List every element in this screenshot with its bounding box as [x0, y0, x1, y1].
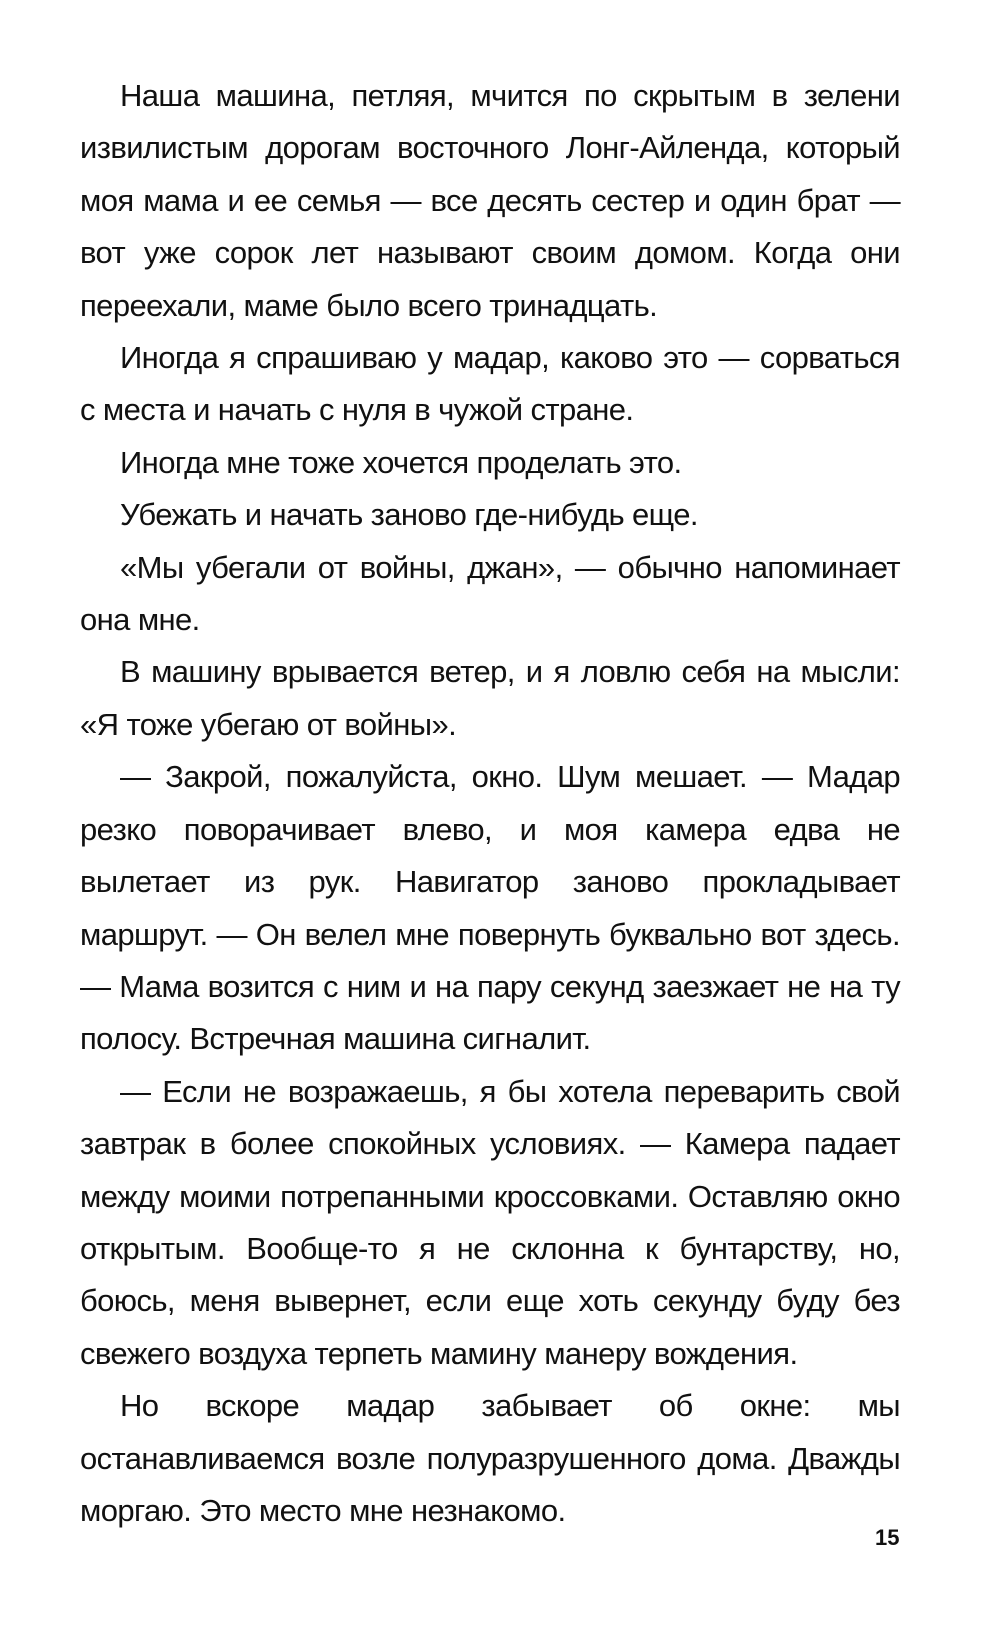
paragraph: Убежать и начать заново где-нибудь еще.: [120, 497, 698, 533]
paragraph: «Мы убегали от войны, джан», — обычно напоминает она мне.: [80, 549, 900, 638]
page-number: 15: [875, 1525, 900, 1550]
paragraph: Иногда я спрашиваю у мадар, каково это — сорваться с места и начать с нуля в чужой стране.: [80, 340, 900, 428]
paragraph: Иногда мне тоже хочется проделать это.: [120, 444, 682, 480]
body-text: [80, 70, 900, 1537]
paragraph: Наша машина, петляя, мчится по скрытым в зелени извилистым дорогам восточного Лонг-Айленда, который моя мама и ее семья — все десять сестер и один брат — вот уже сорок лет называют своим домом. Когда они переехали, маме было всего тринадцать.: [80, 78, 900, 323]
paragraph: Но вскоре мадар забывает об окне: мы останавливаемся возле полуразрушенного дома. Дважды моргаю. Это место мне незнакомо.: [80, 1388, 900, 1528]
paragraph: В машину врывается ветер, и я ловлю себя на мысли: «Я тоже убегаю от войны».: [80, 654, 900, 742]
paragraph: — Закрой, пожалуйста, окно. Шум мешает. — Мадар резко поворачивает влево, и моя камера едва не вылетает из рук. Навигатор заново прокладывает маршрут. — Он велел мне повернуть буквально вот здесь. — Мама возится с ним и на пару секунд заезжает не на ту полосу. Встречная машина сигналит.: [80, 759, 900, 1057]
paragraph: — Если не возражаешь, я бы хотела переварить свой завтрак в более спокойных условиях. — Камера падает между моими потрепанными кроссовками. Оставляю окно открытым. Вообще-то я не склонна к бунтарству, но, боюсь, меня вывернет, если еще хоть секунду буду без свежего воздуха терпеть мамину манеру вождения.: [80, 1073, 900, 1371]
